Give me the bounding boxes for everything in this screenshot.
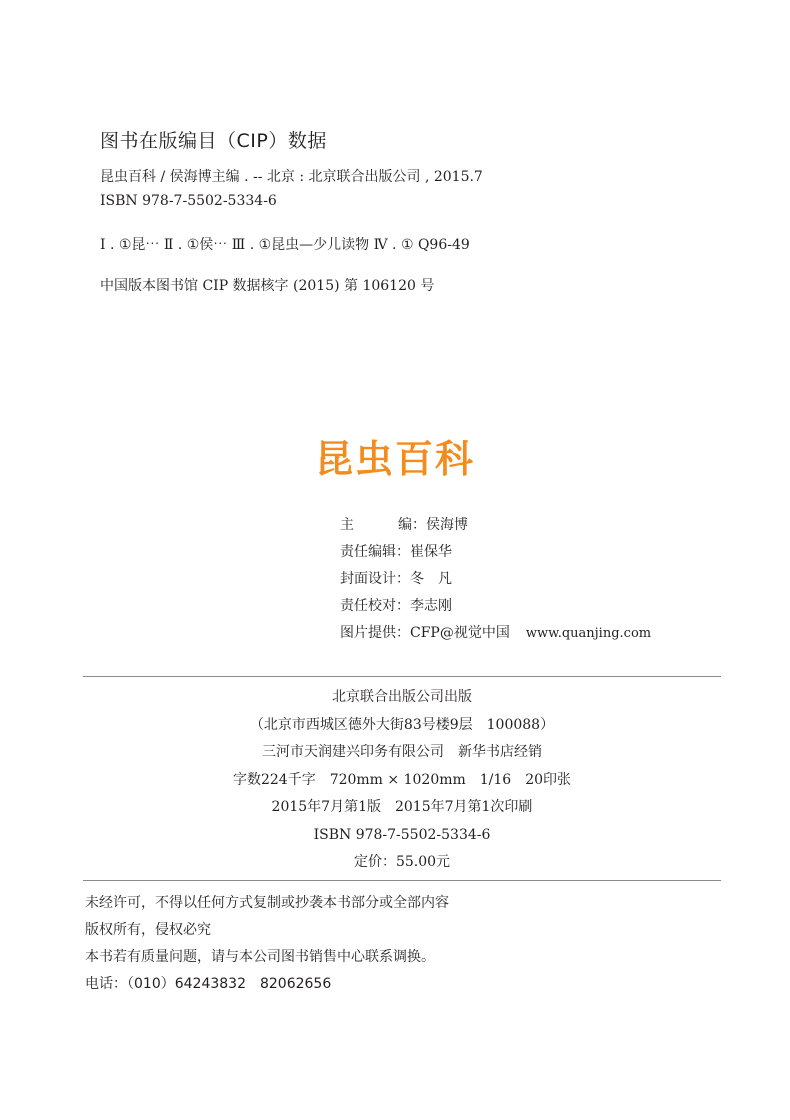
- credit-role: 图片提供：: [340, 625, 410, 641]
- publication-isbn: ISBN 978-7-5502-5334-6: [313, 826, 491, 843]
- cip-record-number: 中国版本图书馆 CIP 数据核字 (2015) 第 106120 号: [100, 278, 435, 294]
- credit-images: [340, 620, 651, 647]
- credit-role: 封面设计：: [340, 571, 410, 587]
- divider-top: [83, 676, 721, 677]
- credit-role-char: 编: [398, 517, 412, 533]
- book-specs: 字数224千字 720mm × 1020mm 1/16 20印张: [232, 771, 572, 788]
- printer-distributor: 三河市天润建兴印务有限公司 新华书店经销: [262, 744, 542, 760]
- credit-url: www.quanjing.com: [525, 626, 652, 641]
- credit-name: 崔保华: [410, 544, 452, 560]
- cip-subjects: Ⅰ . ①昆⋯ Ⅱ . ①侯⋯ Ⅲ . ①昆虫—少儿读物 Ⅳ . ① Q96-49: [100, 237, 470, 253]
- book-title: 昆虫百科: [314, 437, 475, 481]
- credit-chief-editor: [340, 512, 651, 539]
- credits: [340, 512, 651, 647]
- credit-colon: ：: [412, 517, 426, 533]
- credit-role-char: 主: [340, 517, 354, 533]
- credit-name: 侯海博: [426, 517, 468, 533]
- credit-role: [340, 512, 412, 539]
- credit-name: 李志刚: [410, 598, 452, 614]
- credit-name: 冬 凡: [410, 571, 452, 587]
- phone-numbers: 电话：（010）64243832 82062656: [85, 976, 332, 992]
- edition-info: 2015年7月第1版 2015年7月第1次印刷: [271, 799, 533, 815]
- publisher-address: （北京市西城区德外大街83号楼9层 100088）: [249, 716, 555, 733]
- credit-name: CFP@视觉中国: [410, 625, 510, 641]
- credit-cover-design: [340, 566, 651, 593]
- publisher: 北京联合出版公司出版: [332, 689, 472, 705]
- divider-bottom: [83, 880, 721, 881]
- credit-role: 责任编辑：: [340, 544, 410, 560]
- credit-role: 责任校对：: [340, 598, 410, 614]
- cip-catalog-entry: 昆虫百科 / 侯海博主编 . -- 北京 : 北京联合出版公司 , 2015.7: [100, 169, 483, 185]
- price: 定价：55.00元: [353, 854, 451, 870]
- publication-info: [83, 684, 721, 877]
- credit-responsible-editor: [340, 539, 651, 566]
- copy-warning: 未经许可，不得以任何方式复制或抄袭本书部分或全部内容: [85, 895, 449, 911]
- quality-notice: 本书若有质量问题，请与本公司图书销售中心联系调换。: [85, 949, 435, 965]
- cip-isbn: ISBN 978-7-5502-5334-6: [100, 193, 277, 209]
- credit-proofreader: [340, 593, 651, 620]
- notices: [85, 890, 449, 998]
- cip-heading: 图书在版编目（CIP）数据: [100, 130, 327, 152]
- rights-notice: 版权所有，侵权必究: [85, 922, 211, 938]
